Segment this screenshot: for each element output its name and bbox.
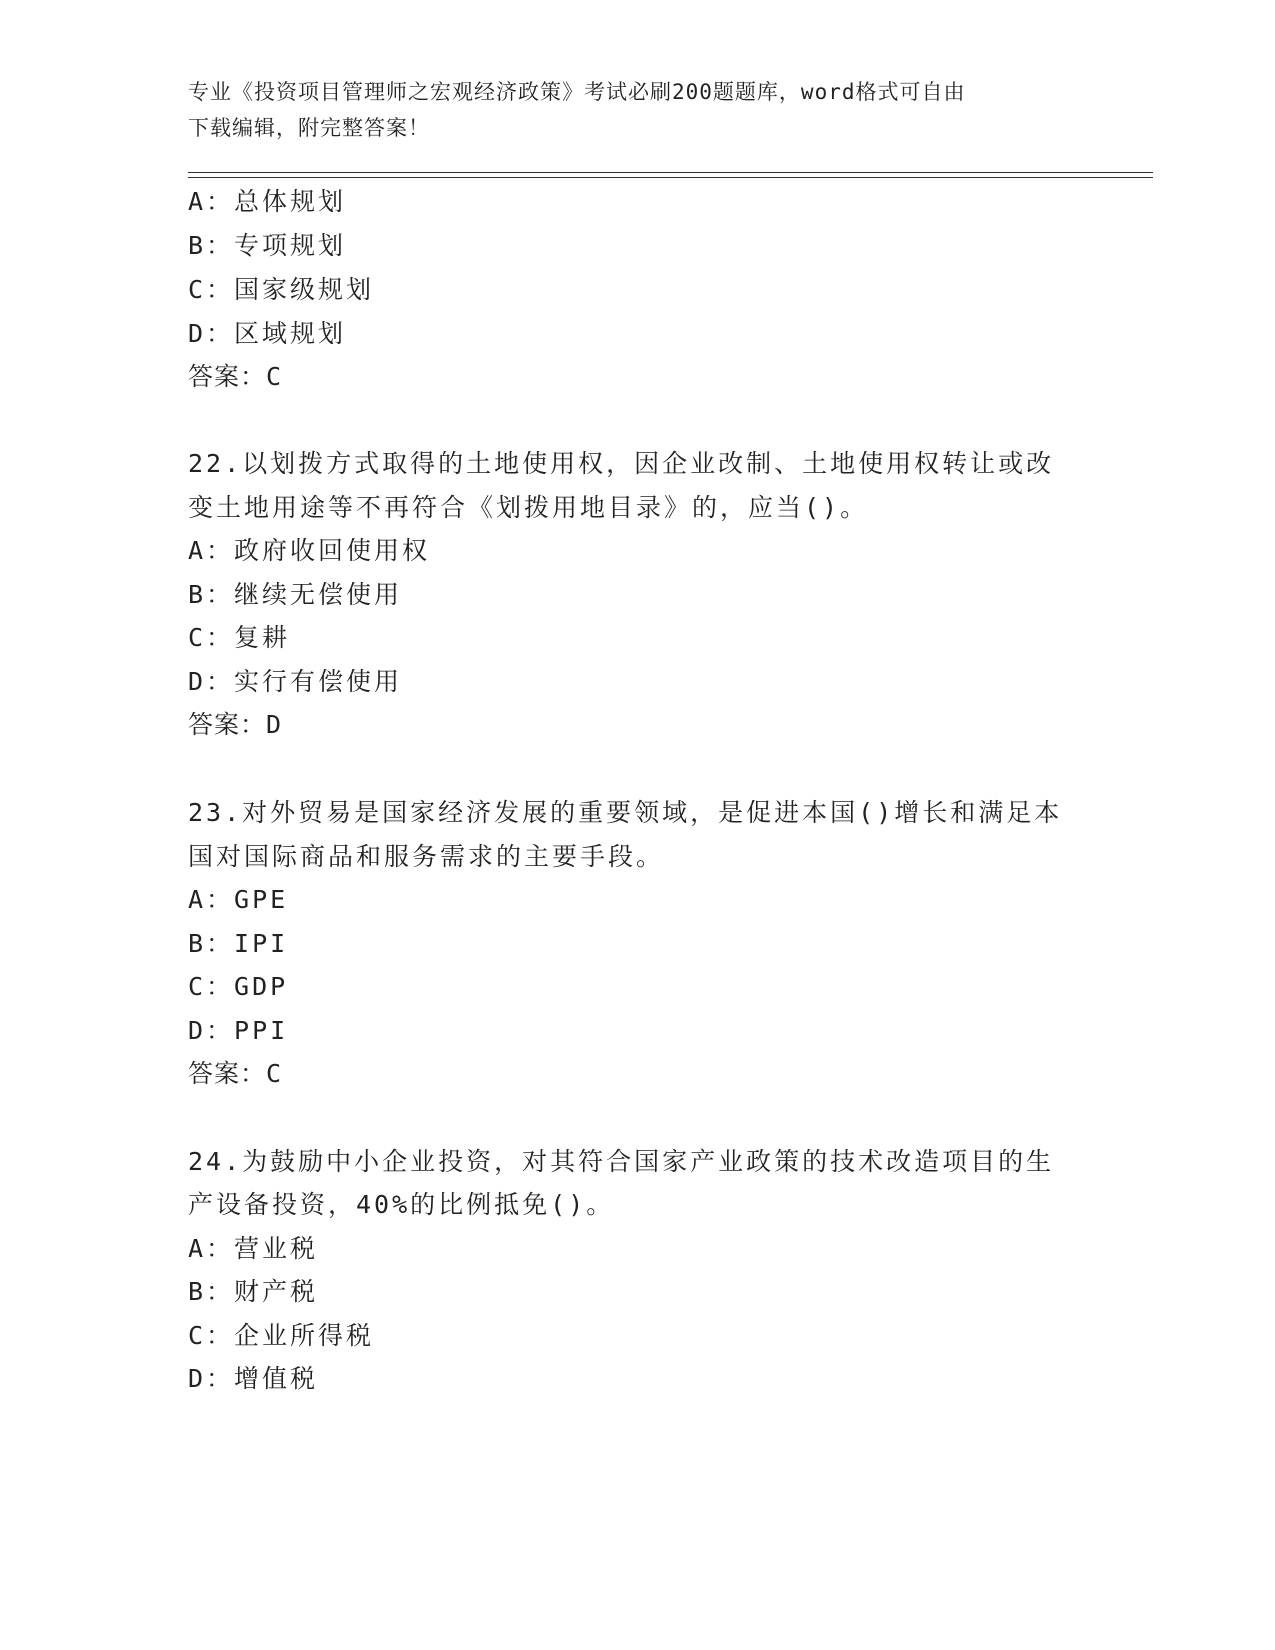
q22-stem-line-2: 变土地用途等不再符合《划拨用地目录》的，应当()。	[188, 493, 869, 522]
q24-stem-line-2: 产设备投资，40%的比例抵免()。	[188, 1190, 615, 1219]
q24-option-c: C：企业所得税	[188, 1321, 375, 1350]
q22-option-b: B：继续无偿使用	[188, 580, 403, 609]
header-line-1: 专业《投资项目管理师之宏观经济政策》考试必刷200题题库，word格式可自由	[188, 80, 966, 104]
header-rule-bottom	[188, 177, 1153, 178]
q22-option-c: C：复耕	[188, 623, 291, 652]
document-header	[188, 74, 1088, 146]
q21-option-a: A：总体规划	[188, 187, 347, 216]
q24-option-b: B：财产税	[188, 1277, 319, 1306]
q22-option-d: D：实行有偿使用	[188, 667, 403, 696]
q24-option-a: A：营业税	[188, 1234, 319, 1263]
q23-option-d: D：PPI	[188, 1016, 289, 1045]
q23-option-a: A：GPE	[188, 885, 289, 914]
header-rule-top	[188, 172, 1153, 173]
q21-option-d: D：区域规划	[188, 319, 347, 348]
q22-option-a: A：政府收回使用权	[188, 536, 431, 565]
q23-stem-line-1: 23.对外贸易是国家经济发展的重要领域，是促进本国()增长和满足本	[188, 798, 1063, 827]
q21-option-c: C：国家级规划	[188, 275, 375, 304]
q21-option-b: B：专项规划	[188, 231, 347, 260]
q23-stem-line-2: 国对国际商品和服务需求的主要手段。	[188, 842, 665, 871]
q24-option-d: D：增值税	[188, 1364, 319, 1393]
q23-option-c: C：GDP	[188, 972, 289, 1001]
header-line-2: 下载编辑，附完整答案！	[188, 116, 430, 140]
q22-answer: 答案：D	[188, 710, 283, 739]
q23-option-b: B：IPI	[188, 929, 289, 958]
q21-answer: 答案：C	[188, 362, 283, 391]
q22-stem-line-1: 22.以划拨方式取得的土地使用权，因企业改制、土地使用权转让或改	[188, 449, 1055, 478]
q23-answer: 答案：C	[188, 1059, 283, 1088]
q24-stem-line-1: 24.为鼓励中小企业投资，对其符合国家产业政策的技术改造项目的生	[188, 1147, 1055, 1176]
